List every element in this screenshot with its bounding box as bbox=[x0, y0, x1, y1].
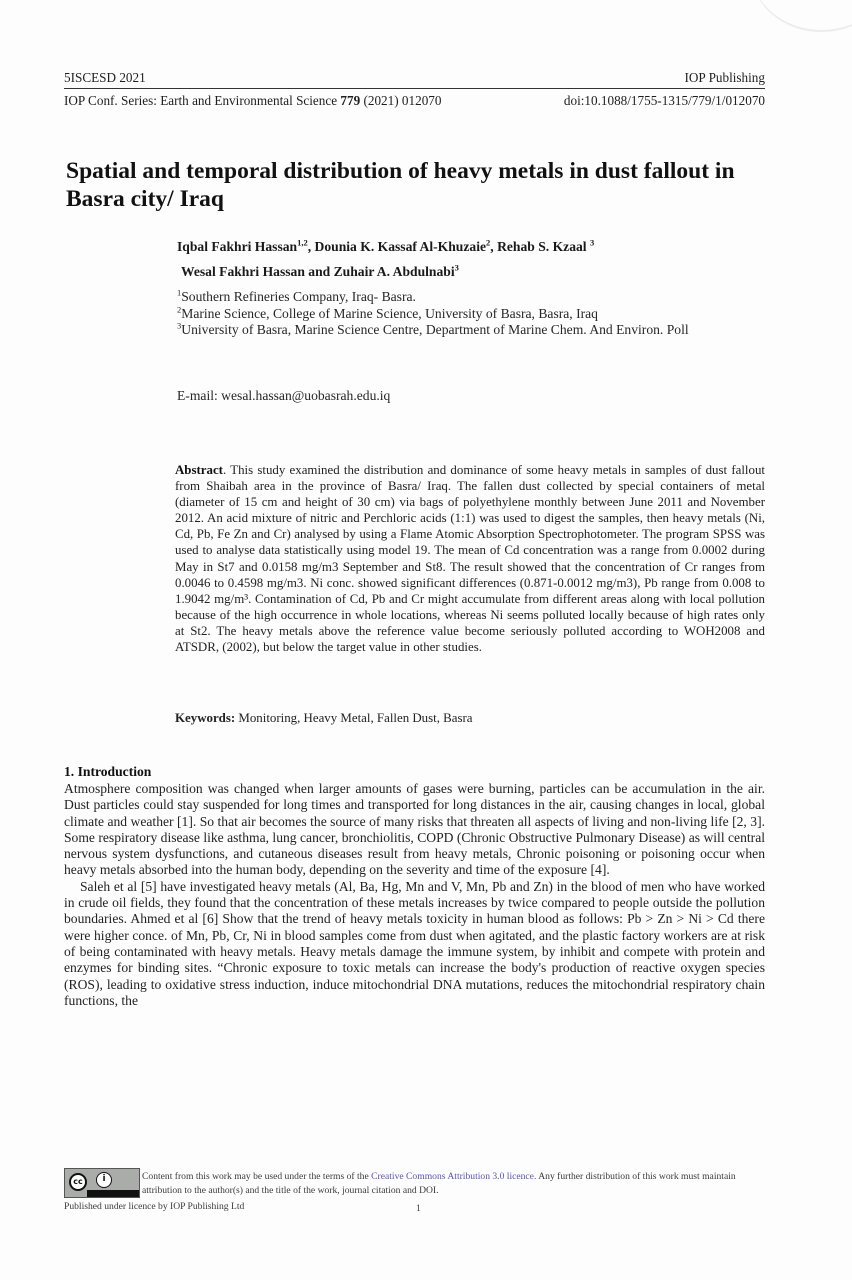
author: Dounia K. Kassaf Al-Khuzaie$^2$, bbox=[314, 237, 498, 254]
badge-bar bbox=[87, 1190, 139, 1197]
email-address[interactable]: wesal.hassan@uobasrah.edu.iq bbox=[221, 388, 391, 403]
page-number: 1 bbox=[416, 1203, 421, 1214]
keywords-text: Monitoring, Heavy Metal, Fallen Dust, Basra bbox=[235, 711, 473, 725]
abstract bbox=[175, 462, 765, 655]
author-list bbox=[177, 234, 757, 284]
keywords-label: Keywords: bbox=[175, 711, 236, 725]
journal-citation bbox=[64, 93, 442, 109]
abstract-text: . This study examined the distribution and dominance of some heavy metals in samples of dust fallout from Shaibah area in the province of Basra/ Iraq. The fallen dust collected by special containers of metal (diameter of 15 cm and height of 30 cm) via bags of polyethylene monthly between June 2011 and November 2012. An acid mixture of nitric and Perchloric acids (1:1) was used to digest the samples, then heavy metals (Ni, Cd, Pb, Fe Zn and Cr) analysed by using a Flame Atomic Absorption Spectrophotometer. The program SPSS was used to analyse data statistically using model 19. The mean of Cd concentration was a range from 0.0002 during May in St7 and 0.0158 mg/m3 September and St8. The result showed that the concentration of Cr ranges from 0.0046 to 0.4598 mg/m3. Ni conc. showed significant differences (0.871-0.0012 mg/m3), Pb range from 0.008 to 1.9042 mg/m³. Contamination of Cd, Pb and Cr might accumulate from different areas along with local pollution because of the high occurrence in whole locations, whereas Ni seems polluted locally because of high rates only at St2. The heavy metals above the reference value become seriously polluted according to WOH2008 and ATSDR, (2002), but below the target value in other studies. bbox=[175, 463, 765, 655]
section-heading-introduction: 1. Introduction bbox=[64, 764, 152, 779]
creative-commons-icon: cc bbox=[69, 1173, 87, 1191]
affiliation: $^2$Marine Science, College of Marine Science, University of Basra, Basra, Iraq bbox=[177, 303, 598, 321]
affiliation: $^3$University of Basra, Marine Science Centre, Department of Marine Chem. And Environ. Poll bbox=[177, 320, 689, 337]
introduction-body bbox=[64, 781, 765, 1009]
author-line-2: Wesal Fakhri Hassan and Zuhair A. Abdulnabi$^3$ bbox=[181, 262, 459, 279]
author: Rehab S. Kzaal $^3$ bbox=[497, 237, 595, 254]
paragraph: Atmosphere composition was changed when larger amounts of gases were burning, particles can be accumulation in the air. Dust particles could stay suspended for long times and transported for long distances in the air, causing changes in local, global climate and weather [1]. So that air becomes the source of many risks that threaten all aspects of living and non-living life [2, 3]. Some respiratory disease like asthma, lung cancer, bronchiolitis, COPD (Chronic Obstructive Pulmonary Disease) as will central nervous system dysfunctions, and cutaneous diseases result from heavy metals, Chronic poisoning or poisoning occur when heavy metals absorbed into the human body, depending on the severity and time of the exposure [4]. bbox=[64, 781, 765, 878]
paper-title: Spatial and temporal distribution of heavy metals in dust fallout in Basra city/ Iraq bbox=[66, 158, 735, 212]
author: Wesal Fakhri Hassan and Zuhair A. Abdulnabi bbox=[181, 264, 455, 279]
volume-number: 779 bbox=[340, 93, 361, 108]
conference-name: 5ISCESD 2021 bbox=[64, 70, 146, 85]
published-notice: Published under licence by IOP Publishing Ltd bbox=[64, 1201, 245, 1212]
doi[interactable]: doi:10.1088/1755-1315/779/1/012070 bbox=[563, 93, 765, 108]
license-link[interactable]: Creative Commons Attribution 3.0 licence. bbox=[371, 1171, 537, 1182]
publisher-name: IOP Publishing bbox=[684, 70, 765, 85]
author: Iqbal Fakhri Hassan$^{1,2}$, bbox=[177, 237, 315, 254]
email-label: E-mail: bbox=[177, 388, 222, 403]
cc-by-license-icon[interactable] bbox=[64, 1168, 140, 1198]
running-header-bottom bbox=[64, 93, 765, 109]
abstract-label: Abstract bbox=[175, 463, 223, 477]
affiliation: $^1$Southern Refineries Company, Iraq- Basra. bbox=[177, 287, 416, 304]
paragraph: Saleh et al [5] have investigated heavy metals (Al, Ba, Hg, Mn and V, Mn, Pb and Zn) in the blood of men who have worked in crude oil fields, they found that the concentration of these metals increases by twice compared to people outside the pollution boundaries. Ahmed et al [6] Show that the trend of heavy metals toxicity in human blood as follows: Pb > Zn > Ni > Cd there were higher conce. of Mn, Pb, Cr, Ni in blood samples come from dust when agitated, and the plastic factory workers are at risk of being contaminated with heavy metals. Heavy metals damage the immune system, by inhibit and compete with protein and enzymes for binding sites. “Chronic exposure to toxic metals can increase the body's production of reactive oxygen species (ROS), leading to oxidative stress induction, induce mitochondrial DNA mutations, reduces the mitochondrial respiratory chain functions, the bbox=[64, 878, 765, 1008]
attribution-person-icon: i bbox=[96, 1172, 112, 1188]
license-text: Content from this work may be used under the terms of the Creative Commons Attribution 3.0 licence. Any further distribution of this work must maintain attribution to the author(s) and the title of the work, journal citation and DOI. bbox=[142, 1171, 736, 1196]
page-curl-shadow bbox=[751, 0, 852, 32]
keywords bbox=[175, 711, 765, 726]
running-header-top bbox=[64, 70, 765, 89]
affiliations bbox=[177, 289, 742, 339]
year-article: (2021) 012070 bbox=[360, 93, 442, 108]
author-line-1 bbox=[177, 234, 757, 259]
series-name: IOP Conf. Series: Earth and Environmental Science bbox=[64, 93, 341, 108]
contact-email bbox=[177, 388, 390, 404]
